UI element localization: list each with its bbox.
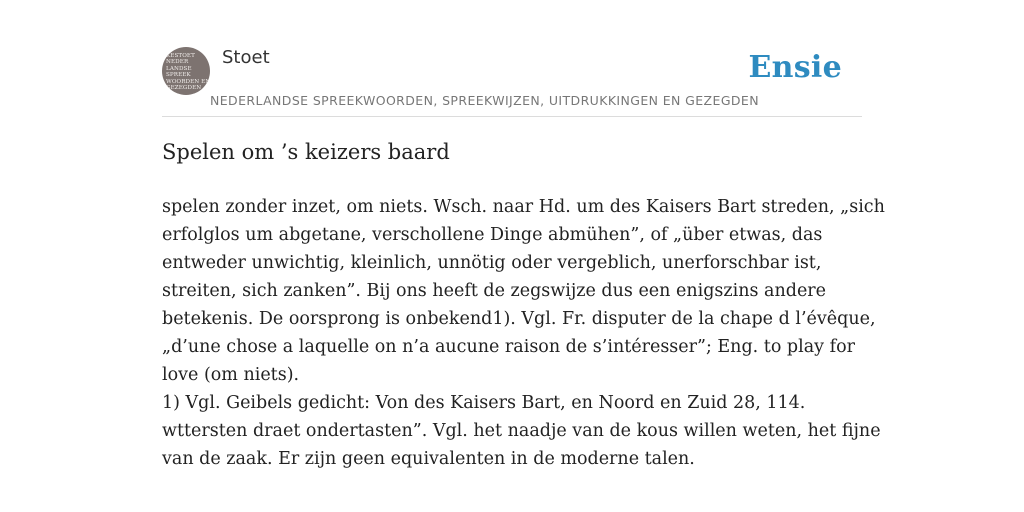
header [162, 46, 862, 117]
footnote-line: 1) Vgl. Geibels gedicht: Von des Kaisers Bart, en Noord en Zuid 28, 114. [162, 393, 806, 413]
body-line: betekenis. De oorsprong is onbekend1). Vgl. Fr. disputer de la chape d l’évêque, [162, 309, 876, 329]
body-line: van de zaak. Er zijn geen equivalenten in de moderne talen. [162, 449, 695, 469]
avatar-line: KESTOET [166, 53, 195, 59]
entry-title: Spelen om ’s keizers baard [162, 140, 450, 164]
source-subtitle[interactable]: NEDERLANDSE SPREEKWOORDEN, SPREEKWIJZEN, UITDRUKKINGEN EN GEZEGDEN [210, 93, 759, 108]
avatar-cover-text [166, 53, 210, 91]
avatar-line: SPREEK [166, 72, 191, 79]
entry-body [162, 193, 885, 473]
avatar-line: NEDER [166, 59, 189, 66]
body-line: „d’une chose a laquelle on n’a aucune raison de s’intéresser”; Eng. to play for [162, 337, 855, 357]
body-line: entweder unwichtig, kleinlich, unnötig oder vergeblich, unerforschbar ist, [162, 253, 822, 273]
ensie-logo[interactable]: Ensie [748, 50, 842, 85]
body-line: spelen zonder inzet, om niets. Wsch. naar Hd. um des Kaisers Bart streden, „sich [162, 197, 885, 217]
avatar-line: LANDSE [166, 65, 192, 72]
body-line: streiten, sich zanken”. Bij ons heeft de zegswijze dus een enigszins andere [162, 281, 827, 301]
source-name-link[interactable]: Stoet [222, 47, 270, 68]
avatar-line: GEZEGDEN [166, 85, 202, 92]
avatar-line: WOORDEN EN [166, 78, 210, 85]
body-line: love (om niets). [162, 365, 300, 385]
source-avatar[interactable] [162, 47, 210, 95]
body-line: erfolglos um abgetane, verschollene Dinge abmühen”, of „über etwas, das [162, 225, 823, 245]
body-line: wttersten draet ondertasten”. Vgl. het naadje van de kous willen weten, het fijne [162, 421, 881, 441]
